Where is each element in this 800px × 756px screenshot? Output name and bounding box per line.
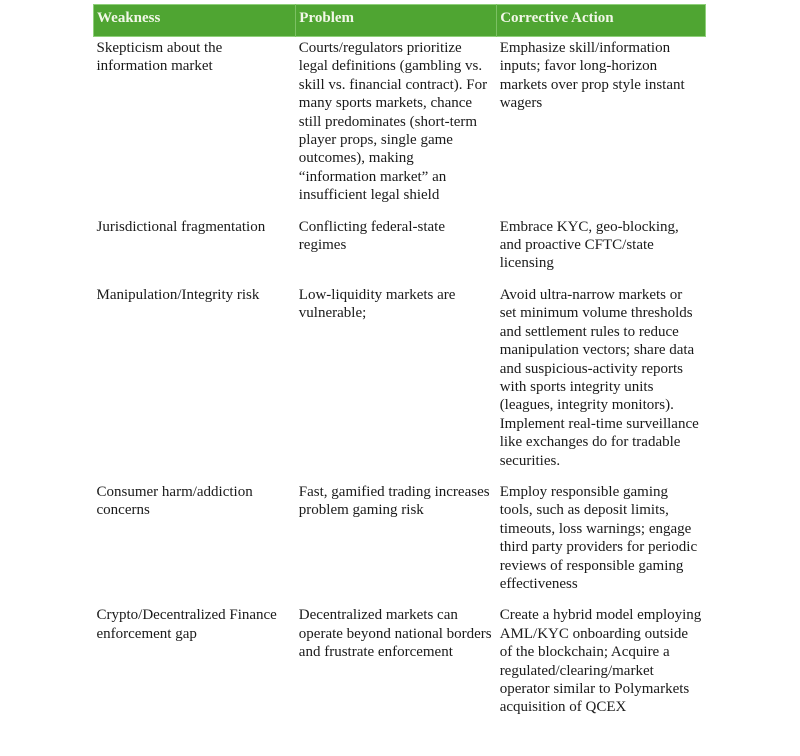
- cell-weakness: Manipulation/Integrity risk: [96, 286, 260, 303]
- cell-problem: Decentralized markets can operate beyond national borders and frustrate enforcement: [298, 607, 492, 661]
- header-corrective-action: Corrective Action: [497, 5, 706, 37]
- cell-problem: Courts/regulators prioritize legal definitions (gambling vs. skill vs. financial contract). For many sports markets, chance still predominates (short-term player props, single game outcomes), making “information market” an insufficient legal shield: [298, 40, 488, 204]
- cell-corrective-action: Embrace KYC, geo-blocking, and proactive CFTC/state licensing: [499, 218, 679, 272]
- cell-corrective-action: Create a hybrid model employing AML/KYC onboarding outside of the blockchain; Acquire a regulated/clearing/market operator similar to Polymarkets acquisition of QCEX: [499, 607, 702, 716]
- cell-corrective-action: Emphasize skill/information inputs; favor long-horizon markets over prop style instant wagers: [499, 40, 685, 112]
- cell-corrective-action: Avoid ultra-narrow markets or set minimum volume thresholds and settlement rules to reduce manipulation vectors; share data and suspicious-activity reports with sports integrity units (leagues, integrity monitors). Implement real-time surveillance like exchanges do for tradable securities.: [499, 286, 699, 469]
- table-row: [94, 481, 706, 604]
- cell-problem: Fast, gamified trading increases problem gaming risk: [298, 483, 490, 519]
- header-problem: Problem: [296, 5, 497, 37]
- header-weakness: Weakness: [97, 10, 161, 26]
- cell-weakness: Consumer harm/addiction concerns: [96, 483, 253, 519]
- table-row: [94, 284, 706, 481]
- table-row: [94, 604, 706, 727]
- cell-problem: Conflicting federal-state regimes: [298, 218, 445, 254]
- cell-problem: Low-liquidity markets are vulnerable;: [298, 286, 456, 322]
- cell-weakness: Crypto/Decentralized Finance enforcement gap: [96, 607, 277, 642]
- cell-corrective-action: Employ responsible gaming tools, such as deposit limits, timeouts, loss warnings; engage third party providers for periodic reviews of responsible gaming effectiveness: [499, 483, 698, 592]
- table-row: [94, 216, 706, 284]
- cell-weakness: Jurisdictional fragmentation: [96, 218, 266, 235]
- weakness-table: [93, 4, 706, 728]
- cell-weakness: Skepticism about the information market: [96, 40, 223, 75]
- table-header-row: [94, 5, 706, 37]
- table-row: [94, 37, 706, 216]
